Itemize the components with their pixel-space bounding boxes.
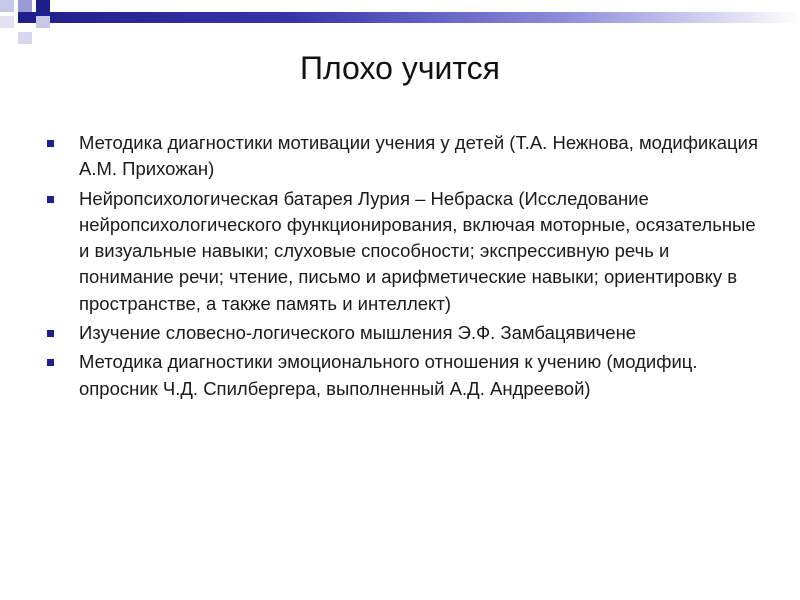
slide-title: Плохо учится [300, 50, 500, 86]
bullet-text: Методика диагностики мотивации учения у детей (Т.А. Нежнова, модификация А.М. Прихожан) [79, 132, 758, 180]
bullet-item [0, 349, 800, 402]
decor-square [18, 0, 32, 12]
decor-square [0, 0, 14, 12]
bullet-list [0, 130, 800, 405]
square-bullet-icon [47, 140, 54, 147]
square-bullet-icon [47, 330, 54, 337]
bullet-item [0, 186, 800, 317]
bullet-item [0, 130, 800, 183]
square-bullet-icon [47, 196, 54, 203]
header-gradient-bar [18, 12, 800, 23]
bullet-text: Изучение словесно-логического мышления Э.Ф. Замбацявичене [79, 322, 637, 344]
decor-square [36, 16, 50, 28]
decor-square [0, 16, 14, 28]
decor-square [36, 0, 50, 12]
bullet-item [0, 320, 800, 346]
bullet-text: Методика диагностики эмоционального отношения к учению (модифиц. опросник Ч.Д. Спилбергера, выполненный А.Д. Андреевой) [79, 351, 698, 399]
decor-square [18, 32, 32, 44]
square-bullet-icon [47, 359, 54, 366]
bullet-text: Нейропсихологическая батарея Лурия – Небраска (Исследование нейропсихологического функционирования, включая моторные, осязательные и визуальные навыки; слуховые способности; экспрессивную речь и понимание речи; чтение, письмо и арифметические навыки; ориентировку в пространстве, а также память и интеллект) [79, 187, 756, 314]
